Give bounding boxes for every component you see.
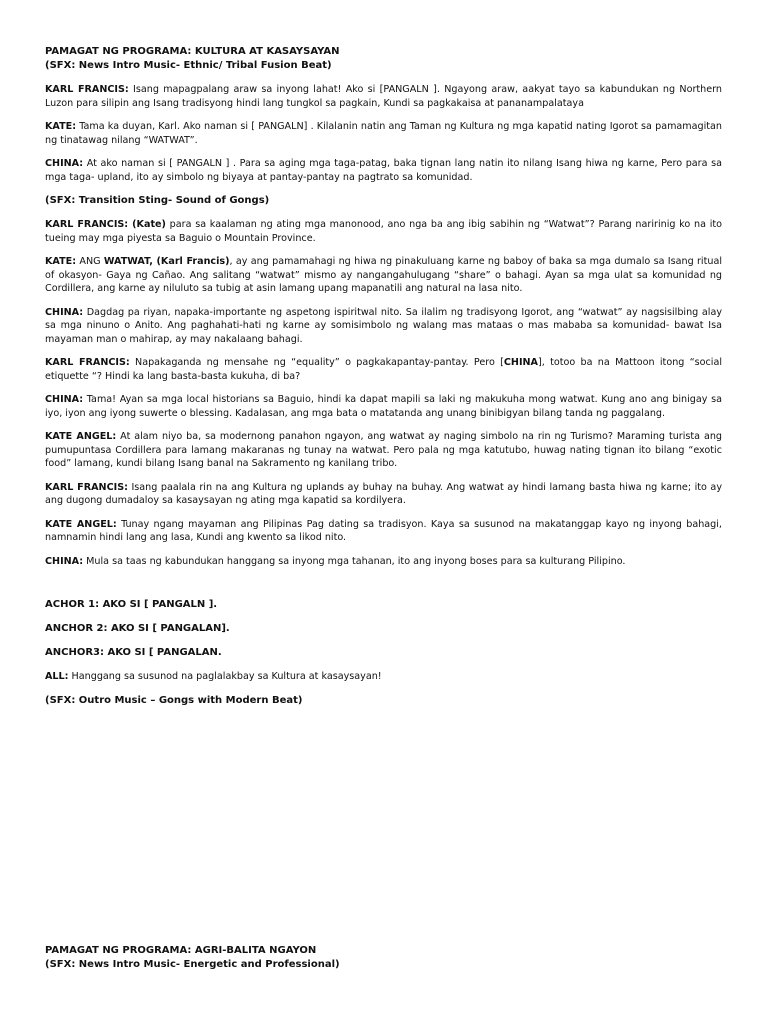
emphasis: CHINA <box>503 357 538 368</box>
dialogue-line <box>45 518 722 545</box>
anchor-section <box>45 598 722 708</box>
dialogue-text: para sa kaalaman ng ating mga manonood, ano nga ba ang ibig sabihin ng “Watwat”? Parang naririnig ko na ito tueing may mga piyesta sa Baguio o Mountain Province. <box>45 219 722 244</box>
dialogue-text: Mula sa taas ng kabundukan hanggang sa inyong mga tahanan, ito ang inyong boses para sa kulturang Pilipino. <box>83 555 626 567</box>
dialogue-line <box>45 430 722 471</box>
dialogue-text: ], totoo ba na Mattoon itong “social etiquette “? Hindi ka lang basta-basta kukuha, di ba? <box>45 357 722 382</box>
dialogue-text: Hanggang sa susunod na paglalakbay sa Kultura at kasaysayan! <box>68 671 382 682</box>
dialogue-text: Tama! Ayan sa mga local historians sa Baguio, hindi ka dapat mapili sa laki ng makukuha mong watwat. Kung ano ang binigay sa iyo, iyon ang iyong suwerte o blessing. Kadalasan, ang mga bata o matatanda ang unang binibigyan bilang tanda ng paggalang. <box>45 394 722 419</box>
dialogue-text: At alam niyo ba, sa modernong panahon ngayon, ang watwat ay naging simbolo na rin ng Turismo? Maraming turista ang pumupuntasa Cordillera para lamang makaranas ng tunay na watwat. Pero pala ng mga katutubo, huwag nating tignan ito bilang “exotic food” lamang, kundi bilang Isang banal na Sakramento ng kanilang tribo. <box>45 431 722 469</box>
dialogue-section-1 <box>45 83 722 184</box>
sfx-intro: (SFX: News Intro Music- Ethnic/ Tribal Fusion Beat) <box>45 60 332 71</box>
dialogue-line <box>45 306 722 347</box>
dialogue-text-lead: ANG <box>76 256 104 267</box>
dialogue-text: Isang paalala rin na ang Kultura ng uplands ay buhay na buhay. Ang watwat ay hindi lamang basta hiwa ng karne; ito ay ang dugong dumadaloy sa kasaysayan ng ating mga kapatid sa kordilyera. <box>45 481 722 506</box>
speaker-name: KARL FRANCIS: <box>45 84 129 95</box>
speaker-name: ALL: <box>45 671 69 682</box>
dialogue-line <box>45 356 722 383</box>
speaker-name: KATE: <box>45 121 77 132</box>
speaker-name: KATE: <box>45 256 77 267</box>
script-page <box>45 45 722 718</box>
speaker-name: CHINA: <box>45 306 84 318</box>
dialogue-line <box>45 218 722 245</box>
program-title: PAMAGAT NG PROGRAMA: AGRI-BALITA NGAYON <box>45 945 317 956</box>
program-title: PAMAGAT NG PROGRAMA: KULTURA AT KASAYSAYAN <box>45 46 340 57</box>
dialogue-line <box>45 481 722 508</box>
sfx-transition: (SFX: Transition Sting- Sound of Gongs) <box>45 195 270 206</box>
dialogue-line <box>45 255 722 296</box>
speaker-name: CHINA: <box>45 555 84 567</box>
speaker-name: CHINA: <box>45 158 84 169</box>
sfx-intro: (SFX: News Intro Music- Energetic and Professional) <box>45 959 340 970</box>
dialogue-line <box>45 157 722 184</box>
dialogue-line <box>45 83 722 110</box>
emphasis: WATWAT, (Karl Francis) <box>103 256 230 267</box>
dialogue-text: At ako naman si [ PANGALN ] . Para sa aging mga taga-patag, baka tignan lang natin ito nilang Isang hiwa ng karne, Pero para sa mga taga- upland, ito ay simbolo ng biyaya at pantay-pantay na pagtrato sa komunidad. <box>45 158 722 183</box>
dialogue-text: , ay ang pamamahagi ng hiwa ng pinakuluang karne ng baboy of baka sa mga dumalo sa Isang ritual of okasyon- Gaya ng Cañao. Ang salitang “watwat” mismo ay nangangahulugang “share” o bahagi. Ayan sa mga ulat sa komunidad ng Cordillera, ang karne ay niluluto sa tubig at asin lamang upang mapanatili ang natural na lasa nito. <box>45 256 722 294</box>
anchor-line: ANCHOR3: AKO SI [ PANGALAN. <box>45 647 222 658</box>
dialogue-text: Isang mapagpalang araw sa inyong lahat! Ako si [PANGALN ]. Ngayong araw, aakyat tayo sa kabundukan ng Northern Luzon para silipin ang Isang tradisyong hindi lang tungkol sa pagkain, Kundi sa pagkakaisa at pananampalataya <box>45 84 723 109</box>
speaker-name: KARL FRANCIS: <box>45 219 129 230</box>
sfx-outro: (SFX: Outro Music – Gongs with Modern Beat) <box>45 694 303 706</box>
all-line <box>45 670 722 684</box>
dialogue-line <box>45 393 722 420</box>
dialogue-text: Dagdag pa riyan, napaka-importante ng aspetong ispiritwal nito. Sa ilalim ng tradisyong Igorot, ang “watwat” ay nagsisilbing alay sa mga ninuno o Anito. Ang paghahati-hati ng karne ay somisimbolo ng walang mas mataas o mas mababa sa komunidad- bawat Isa mayaman man o mahirap, ay may nakalaang bahagi. <box>45 306 722 345</box>
dialogue-text-lead: Napakaganda ng mensahe ng “equality” o pagkakapantay-pantay. Pero [ <box>129 357 504 368</box>
speaker-name: CHINA: <box>45 394 84 405</box>
anchor-line: ANCHOR 2: AKO SI [ PANGALAN]. <box>45 623 230 634</box>
program-2-header <box>45 944 722 972</box>
dialogue-text: Tunay ngang mayaman ang Pilipinas Pag dating sa tradisyon. Kaya sa susunod na makatanggap kayo ng inyong bahagi, namnamin hindi lang ang lasa, Kundi ang kwento sa likod nito. <box>45 518 722 543</box>
dialogue-line <box>45 120 722 147</box>
dialogue-section-2 <box>45 218 722 568</box>
dialogue-text: Tama ka duyan, Karl. Ako naman si [ PANGALN] . Kilalanin natin ang Taman ng Kultura ng mga kapatid nating Igorot sa pamamagitan ng tinatawag nilang “WATWAT”. <box>45 121 722 146</box>
addressee: (Kate) <box>128 219 166 230</box>
speaker-name: KATE ANGEL: <box>45 431 117 442</box>
dialogue-line <box>45 555 722 569</box>
speaker-name: KARL FRANCIS: <box>45 481 128 493</box>
anchor-line: ACHOR 1: AKO SI [ PANGALN ]. <box>45 599 218 610</box>
speaker-name: KARL FRANCIS: <box>45 357 130 368</box>
speaker-name: KATE ANGEL: <box>45 518 117 530</box>
